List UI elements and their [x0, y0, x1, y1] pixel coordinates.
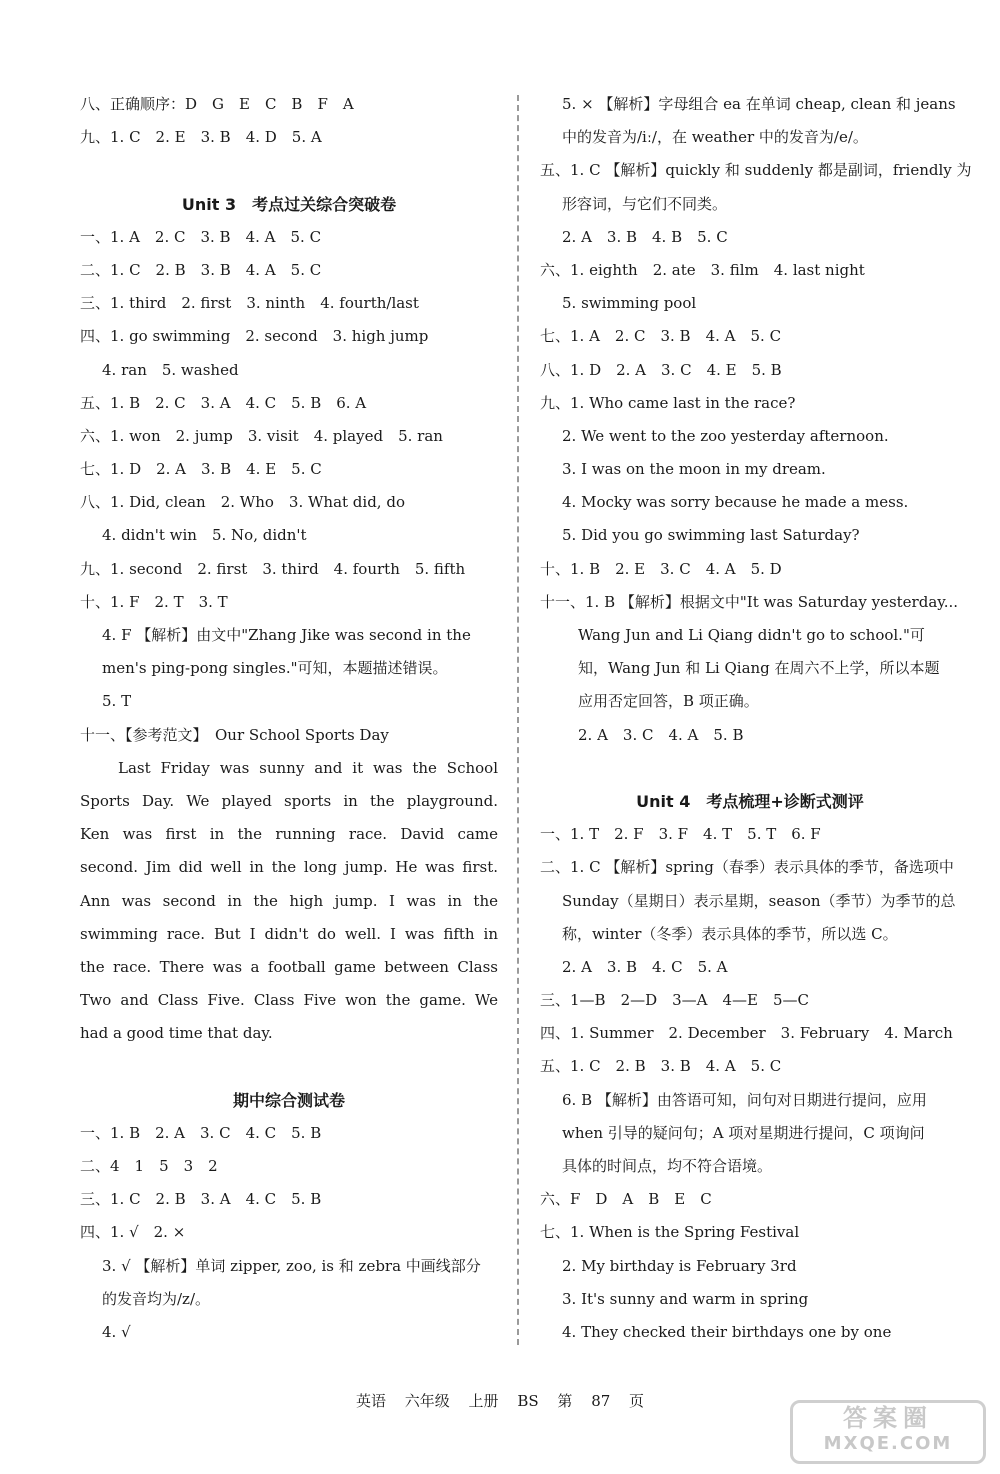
answer-line: 应用否定回答，B 项正确。: [578, 692, 759, 711]
answer-line: 二、1. C 2. B 3. B 4. A 5. C: [80, 260, 322, 279]
watermark-logo: [790, 1400, 986, 1464]
section-title: 期中综合测试卷: [232, 1090, 345, 1110]
answer-line: 5. × 【解析】字母组合 ea 在单词 cheap, clean 和 jeans: [562, 95, 956, 113]
answer-line: 七、1. When is the Spring Festival: [540, 1223, 800, 1242]
answer-line: Wang Jun and Li Qiang didn't go to school."可: [578, 626, 925, 644]
answer-line: 4. F 【解析】由文中"Zhang Jike was second in the: [102, 626, 471, 644]
answer-line: Last Friday was sunny and it was the School: [118, 758, 498, 777]
answer-line: 称，winter（冬季）表示具体的季节，所以选 C。: [562, 924, 898, 943]
answer-line: 2. A 3. C 4. A 5. B: [578, 725, 744, 744]
answer-line: 4. √: [102, 1322, 131, 1341]
answer-line: 2. We went to the zoo yesterday afternoon.: [562, 426, 889, 445]
answer-line: 九、1. Who came last in the race?: [540, 393, 796, 412]
answer-line: 五、1. C 2. B 3. B 4. A 5. C: [540, 1057, 782, 1076]
answer-line: 四、1. go swimming 2. second 3. high jump: [80, 327, 429, 346]
answer-line: had a good time that day.: [80, 1024, 273, 1043]
answer-line: 一、1. B 2. A 3. C 4. C 5. B: [80, 1123, 322, 1142]
answer-line: 七、1. D 2. A 3. B 4. E 5. C: [80, 460, 322, 479]
answer-line: 四、1. √ 2. ×: [80, 1223, 186, 1242]
answer-line: 4. ran 5. washed: [102, 360, 239, 379]
answer-line: 3. I was on the moon in my dream.: [562, 460, 826, 479]
answer-line: 九、1. C 2. E 3. B 4. D 5. A: [80, 128, 322, 147]
answer-line: 3. √ 【解析】单词 zipper, zoo, is 和 zebra 中画线部分: [102, 1256, 481, 1275]
answer-line: 5. T: [102, 692, 132, 711]
answer-line: 三、1. third 2. first 3. ninth 4. fourth/last: [80, 294, 419, 313]
answer-line: Sunday（星期日）表示星期，season（季节）为季节的总: [562, 891, 956, 910]
answer-line: 三、1—B 2—D 3—A 4—E 5—C: [540, 991, 810, 1010]
answer-line: 八、正确顺序：D G E C B F A: [80, 95, 354, 113]
answer-line: 九、1. second 2. first 3. third 4. fourth 5. fifth: [80, 559, 466, 578]
answer-line: Sports Day. We played sports in the playground.: [80, 791, 498, 810]
answer-line: 具体的时间点，均不符合语境。: [562, 1157, 773, 1175]
answer-line: 八、1. D 2. A 3. C 4. E 5. B: [540, 360, 782, 379]
answer-line: Ken was first in the running race. David came: [80, 825, 498, 844]
answer-line: 中的发音为/iː/，在 weather 中的发音为/e/。: [562, 128, 868, 147]
answer-line: 3. It's sunny and warm in spring: [562, 1289, 809, 1308]
footer-page-number: 第 87 页: [557, 1392, 645, 1410]
answer-line: 六、1. eighth 2. ate 3. film 4. last night: [540, 260, 865, 279]
answer-line: 三、1. C 2. B 3. A 4. C 5. B: [80, 1190, 322, 1209]
footer-edition: BS: [517, 1392, 539, 1410]
answer-line: 4. They checked their birthdays one by one: [562, 1322, 892, 1341]
answer-line: 十、1. F 2. T 3. T: [80, 592, 228, 611]
left-column: [80, 88, 498, 1349]
section-title: Unit 4 考点梳理+诊断式测评: [636, 791, 864, 811]
answer-line: 5. Did you go swimming last Saturday?: [562, 526, 860, 545]
answer-line: 2. My birthday is February 3rd: [562, 1256, 797, 1275]
answer-line: the race. There was a football game between Class: [80, 957, 498, 976]
answer-line: Ann was second in the high jump. I was in the: [80, 891, 498, 910]
section-gap: [80, 154, 498, 187]
right-column: [540, 88, 972, 1349]
answer-line: 4. Mocky was sorry because he made a mess.: [562, 493, 909, 512]
answer-line: swimming race. But I didn't do well. I was fifth in: [80, 924, 498, 943]
answer-line: 四、1. Summer 2. December 3. February 4. March: [540, 1024, 953, 1043]
answer-line: 八、1. Did, clean 2. Who 3. What did, do: [80, 493, 405, 512]
section-title: Unit 3 考点过关综合突破卷: [181, 194, 397, 214]
section-gap: [540, 752, 960, 785]
answer-line: 5. swimming pool: [562, 294, 697, 313]
answer-line: 2. A 3. B 4. B 5. C: [562, 227, 728, 246]
answer-line: Two and Class Five. Class Five won the game. We: [80, 991, 498, 1010]
answer-line: 二、4 1 5 3 2: [80, 1157, 218, 1175]
answer-line: 六、F D A B E C: [540, 1190, 712, 1209]
answer-line: 五、1. B 2. C 3. A 4. C 5. B 6. A: [80, 393, 367, 412]
answer-line: 2. A 3. B 4. C 5. A: [562, 957, 728, 976]
answer-line: 五、1. C 【解析】quickly 和 suddenly 都是副词，friendly 为: [540, 161, 972, 180]
answer-line: 二、1. C 【解析】spring（春季）表示具体的季节，备选项中: [540, 858, 954, 877]
footer-grade: 六年级: [404, 1392, 450, 1410]
answer-line: 形容词，与它们不同类。: [562, 194, 728, 213]
watermark-cn: 答案圈: [843, 1404, 933, 1432]
answer-line: 七、1. A 2. C 3. B 4. A 5. C: [540, 327, 782, 346]
section-gap: [80, 1050, 498, 1083]
answer-line: 十一、【参考范文】 Our School Sports Day: [80, 725, 389, 744]
answer-line: second. Jim did well in the long jump. He was first.: [80, 858, 498, 877]
answer-line: 6. B 【解析】由答语可知，问句对日期进行提问，应用: [562, 1090, 927, 1109]
column-divider: [517, 95, 519, 1345]
answer-line: 十、1. B 2. E 3. C 4. A 5. D: [540, 559, 782, 578]
answer-line: 一、1. A 2. C 3. B 4. A 5. C: [80, 227, 322, 246]
answer-line: men's ping-pong singles."可知，本题描述错误。: [102, 659, 448, 678]
answer-line: 4. didn't win 5. No, didn't: [102, 526, 307, 545]
footer-volume: 上册: [468, 1392, 499, 1410]
answer-line: 的发音均为/z/。: [102, 1289, 211, 1308]
footer-subject: 英语: [355, 1392, 386, 1410]
answer-line: 六、1. won 2. jump 3. visit 4. played 5. ran: [80, 426, 443, 445]
answer-line: 十一、1. B 【解析】根据文中"It was Saturday yesterday...: [540, 592, 959, 611]
answer-line: when 引导的疑问句；A 项对星期进行提问，C 项询问: [562, 1123, 925, 1142]
answer-line: 知，Wang Jun 和 Li Qiang 在周六不上学，所以本题: [578, 659, 940, 678]
watermark-en: MXQE.COM: [823, 1433, 953, 1454]
answer-line: 一、1. T 2. F 3. F 4. T 5. T 6. F: [540, 825, 821, 844]
